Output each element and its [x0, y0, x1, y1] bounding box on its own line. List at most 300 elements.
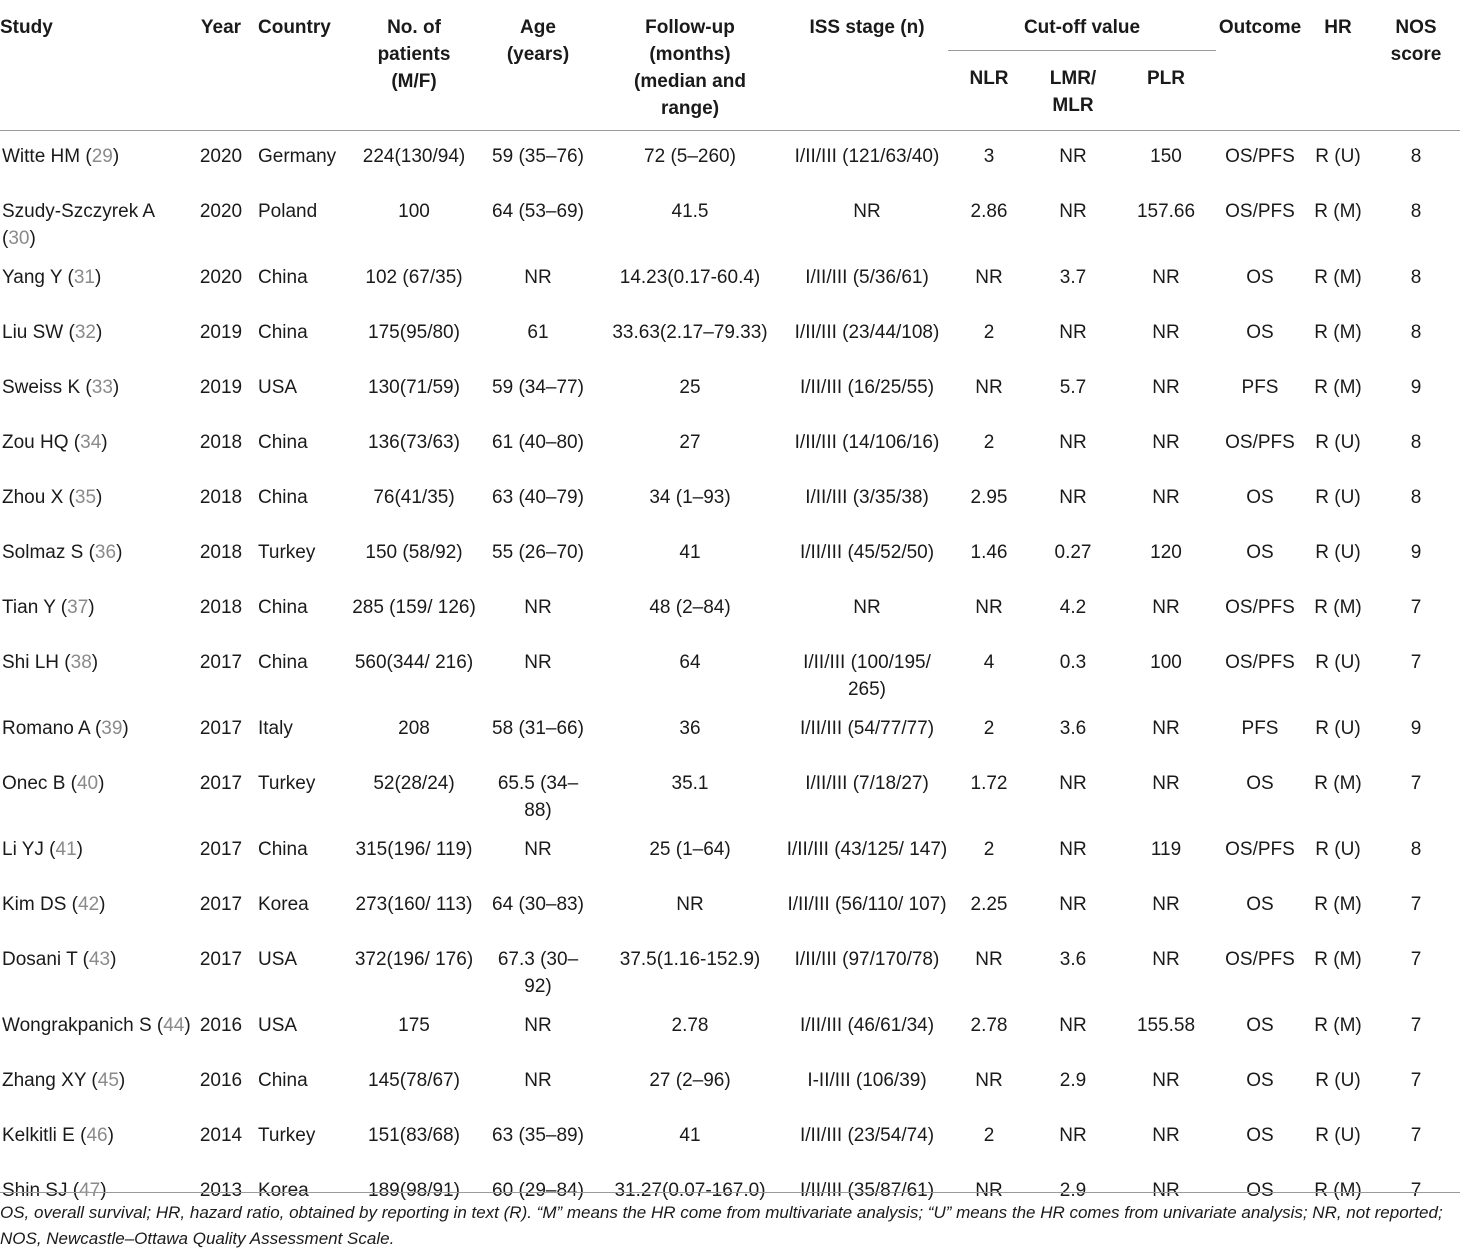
cell-lmr: 2.9 — [1059, 1179, 1087, 1201]
study-author: Zhou X — [2, 486, 64, 508]
study-author: Wongrakpanich S — [2, 1014, 152, 1036]
cell-followup: 64 — [679, 651, 701, 673]
cell-lmr: NR — [1059, 486, 1087, 508]
cell-outcome: OS/PFS — [1225, 948, 1295, 970]
cell-country: China — [258, 651, 308, 673]
cell-nlr: 2 — [983, 717, 995, 739]
cell-plr: NR — [1152, 1069, 1180, 1091]
cell-outcome: OS — [1246, 486, 1274, 508]
cell-age: NR — [524, 651, 552, 673]
cell-year: 2020 — [199, 266, 243, 288]
cell-outcome: OS — [1246, 1179, 1274, 1201]
header-plr: PLR — [1116, 51, 1216, 131]
cell-nlr: 2 — [983, 321, 995, 343]
cell-plr: 100 — [1150, 651, 1182, 673]
cell-lmr: NR — [1059, 431, 1087, 453]
table-row — [0, 1110, 1460, 1165]
cell-country: China — [258, 321, 308, 343]
reference-link[interactable]: 40 — [76, 772, 99, 794]
reference-link[interactable]: 32 — [74, 321, 96, 343]
cell-study: Zou HQ (34) — [2, 431, 108, 453]
cell-lmr: 3.6 — [1059, 948, 1087, 970]
cell-nos: 8 — [1410, 266, 1422, 288]
cell-nos: 7 — [1410, 1014, 1422, 1036]
reference-link[interactable]: 41 — [55, 838, 77, 860]
table-row — [0, 362, 1460, 417]
table-body — [0, 131, 1460, 1220]
cell-lmr: NR — [1059, 200, 1087, 222]
cell-outcome: OS/PFS — [1225, 596, 1295, 618]
cell-study: Dosani T (43) — [2, 948, 117, 970]
cell-followup: 41 — [679, 541, 701, 563]
cell-nlr: 2 — [983, 838, 995, 860]
cell-age: 65.5 (34– 88) — [497, 772, 579, 821]
cell-country: USA — [258, 948, 298, 970]
cell-nos: 7 — [1410, 772, 1422, 794]
cell-followup: 27 (2–96) — [649, 1069, 731, 1091]
cell-nos: 8 — [1410, 200, 1422, 222]
header-hr: HR — [1304, 0, 1372, 131]
cell-plr: NR — [1152, 486, 1180, 508]
reference-link[interactable]: 47 — [79, 1179, 101, 1201]
cell-iss: I/II/III (56/110/ 107) — [787, 893, 947, 915]
cell-year: 2016 — [199, 1014, 243, 1036]
cell-age: NR — [524, 838, 552, 860]
cell-year: 2017 — [199, 838, 243, 860]
cell-country: China — [258, 596, 308, 618]
cell-followup: 25 (1–64) — [649, 838, 731, 860]
cell-outcome: PFS — [1241, 717, 1279, 739]
table-row — [0, 879, 1460, 934]
cell-hr: R (U) — [1315, 1124, 1361, 1146]
cell-patients: 100 — [398, 200, 430, 222]
cell-nlr: 2 — [983, 1124, 995, 1146]
cell-nos: 7 — [1410, 1069, 1422, 1091]
cell-study: Szudy-Szczyrek A (30) — [2, 200, 155, 249]
cell-outcome: OS/PFS — [1225, 431, 1295, 453]
cell-country: China — [258, 266, 308, 288]
reference-link[interactable]: 39 — [101, 717, 123, 739]
cell-hr: R (M) — [1314, 772, 1362, 794]
cell-followup: 25 — [679, 376, 701, 398]
reference-link[interactable]: 34 — [80, 431, 102, 453]
cell-plr: NR — [1152, 893, 1180, 915]
cell-year: 2019 — [199, 376, 243, 398]
cell-age: 64 (30–83) — [492, 893, 584, 915]
cell-study: Yang Y (31) — [2, 266, 102, 288]
cell-lmr: NR — [1059, 772, 1087, 794]
cell-year: 2020 — [199, 200, 243, 222]
cell-age: 63 (35–89) — [492, 1124, 584, 1146]
cell-study: Tian Y (37) — [2, 596, 95, 618]
cell-nlr: 1.46 — [970, 541, 1008, 563]
table-row — [0, 934, 1460, 1000]
cell-plr: NR — [1152, 431, 1180, 453]
cell-study: Romano A (39) — [2, 717, 129, 739]
cell-hr: R (U) — [1315, 1069, 1361, 1091]
cell-nos: 8 — [1410, 146, 1422, 167]
cell-nos: 8 — [1410, 321, 1422, 343]
table-row — [0, 703, 1460, 758]
cell-nos: 8 — [1410, 838, 1422, 860]
cell-outcome: OS — [1246, 772, 1274, 794]
cell-patients: 52(28/24) — [373, 772, 455, 794]
table-row — [0, 582, 1460, 637]
study-author: Shi LH — [2, 651, 60, 673]
header-nos-score: NOS score — [1372, 0, 1460, 131]
cell-followup: 48 (2–84) — [649, 596, 731, 618]
cell-plr: NR — [1152, 596, 1180, 618]
cell-nlr: 2 — [983, 431, 995, 453]
cell-plr: NR — [1152, 376, 1180, 398]
cell-study: Solmaz S (36) — [2, 541, 123, 563]
cell-patients: 315(196/ 119) — [355, 838, 473, 860]
cell-outcome: OS/PFS — [1225, 146, 1295, 167]
cell-hr: R (U) — [1315, 651, 1361, 673]
cell-plr: 150 — [1150, 146, 1182, 167]
cell-iss: I/II/III (97/170/78) — [794, 948, 940, 970]
cell-hr: R (M) — [1314, 321, 1362, 343]
cell-age: 55 (26–70) — [492, 541, 584, 563]
cell-iss: I/II/III (5/36/61) — [805, 266, 929, 288]
cell-plr: NR — [1152, 1124, 1180, 1146]
cell-nos: 7 — [1410, 893, 1422, 915]
cell-outcome: OS — [1246, 1014, 1274, 1036]
cell-hr: R (M) — [1314, 893, 1362, 915]
header-nlr: NLR — [948, 51, 1030, 131]
reference-link[interactable]: 38 — [70, 651, 92, 673]
cell-lmr: NR — [1059, 1124, 1087, 1146]
cell-lmr: 2.9 — [1059, 1069, 1087, 1091]
cell-followup: 14.23(0.17-60.4) — [619, 266, 761, 288]
cell-hr: R (M) — [1314, 266, 1362, 288]
cell-followup: 2.78 — [671, 1014, 709, 1036]
cell-followup: 41 — [679, 1124, 701, 1146]
reference-link[interactable]: 33 — [91, 376, 113, 398]
study-author: Zou HQ — [2, 431, 69, 453]
cell-year: 2014 — [199, 1124, 243, 1146]
cell-nos: 9 — [1410, 376, 1422, 398]
cell-year: 2019 — [199, 321, 243, 343]
cell-study: Kelkitli E (46) — [2, 1124, 114, 1146]
table-row — [0, 417, 1460, 472]
cell-patients: 76(41/35) — [373, 486, 455, 508]
cell-followup: 33.63(2.17–79.33) — [612, 321, 768, 343]
cell-nos: 7 — [1410, 948, 1422, 970]
cell-year: 2018 — [199, 486, 243, 508]
cell-nos: 7 — [1410, 651, 1422, 673]
cell-age: NR — [524, 596, 552, 618]
study-author: Onec B — [2, 772, 66, 794]
cell-lmr: 3.7 — [1059, 266, 1087, 288]
reference-link[interactable]: 46 — [86, 1124, 108, 1146]
cell-study: Witte HM (29) — [2, 146, 120, 167]
study-author: Li YJ — [2, 838, 44, 860]
table-row — [0, 758, 1460, 824]
header-followup: Follow-up (months) (median and range) — [594, 0, 786, 131]
cell-country: Turkey — [258, 1124, 316, 1146]
cell-outcome: OS/PFS — [1225, 838, 1295, 860]
cell-year: 2017 — [199, 948, 243, 970]
cell-nos: 8 — [1410, 431, 1422, 453]
cell-year: 2017 — [199, 717, 243, 739]
cell-age: 59 (35–76) — [492, 146, 584, 167]
cell-nlr: 2.78 — [970, 1014, 1008, 1036]
table-row — [0, 252, 1460, 307]
cell-patients: 151(83/68) — [368, 1124, 460, 1146]
cell-study: Onec B (40) — [2, 772, 105, 794]
cell-plr: 120 — [1150, 541, 1182, 563]
cell-iss: I/II/III (3/35/38) — [805, 486, 929, 508]
cell-patients: 208 — [398, 717, 430, 739]
study-author: Solmaz S — [2, 541, 84, 563]
study-author: Kelkitli E — [2, 1124, 75, 1146]
cell-patients: 150 (58/92) — [365, 541, 463, 563]
study-author: Kim DS — [2, 893, 67, 915]
cell-hr: R (U) — [1315, 146, 1361, 167]
cell-outcome: OS/PFS — [1225, 200, 1295, 222]
cell-patients: 273(160/ 113) — [355, 893, 473, 915]
cell-lmr: 5.7 — [1059, 376, 1087, 398]
cell-followup: 41.5 — [671, 200, 709, 222]
cell-age: 63 (40–79) — [492, 486, 584, 508]
cell-outcome: OS — [1246, 321, 1274, 343]
cell-lmr: NR — [1059, 1014, 1087, 1036]
cell-iss: I-II/III (106/39) — [807, 1069, 927, 1091]
header-iss-stage: ISS stage (n) — [786, 0, 948, 131]
cell-year: 2017 — [199, 651, 243, 673]
cell-hr: R (U) — [1315, 838, 1361, 860]
study-author: Shin SJ — [2, 1179, 68, 1201]
cell-hr: R (M) — [1314, 596, 1362, 618]
cell-country: Italy — [258, 717, 293, 739]
reference-link[interactable]: 44 — [163, 1014, 185, 1036]
cell-lmr: NR — [1059, 321, 1087, 343]
cell-iss: I/II/III (23/54/74) — [799, 1124, 935, 1146]
cell-iss: I/II/III (121/63/40) — [794, 146, 940, 167]
table-header — [0, 0, 1460, 131]
cell-outcome: OS — [1246, 266, 1274, 288]
cell-hr: R (M) — [1314, 200, 1362, 222]
cell-lmr: 0.27 — [1054, 541, 1092, 563]
cell-patients: 102 (67/35) — [365, 266, 463, 288]
cell-followup: 31.27(0.07-167.0) — [614, 1179, 766, 1201]
cell-year: 2017 — [199, 893, 243, 915]
study-author: Zhang XY — [2, 1069, 87, 1091]
cell-iss: I/II/III (23/44/108) — [794, 321, 940, 343]
header-country: Country — [250, 0, 346, 131]
cell-nlr: NR — [975, 1069, 1003, 1091]
table-row — [0, 131, 1460, 186]
cell-plr: NR — [1152, 321, 1180, 343]
cell-country: Turkey — [258, 772, 316, 794]
cell-study: Wongrakpanich S (44) — [2, 1014, 191, 1036]
cell-study: Shin SJ (47) — [2, 1179, 107, 1201]
cell-followup: 34 (1–93) — [649, 486, 731, 508]
cell-country: Germany — [258, 146, 337, 167]
cell-nlr: NR — [975, 1179, 1003, 1201]
cell-country: USA — [258, 1014, 298, 1036]
cell-iss: I/II/III (16/25/55) — [799, 376, 935, 398]
table-row — [0, 472, 1460, 527]
cell-country: Korea — [258, 1179, 309, 1201]
cell-nos: 8 — [1410, 486, 1422, 508]
cell-followup: 27 — [679, 431, 701, 453]
cell-hr: R (M) — [1314, 1179, 1362, 1201]
study-author: Romano A — [2, 717, 90, 739]
cell-nlr: 2.25 — [970, 893, 1008, 915]
cell-patients: 136(73/63) — [368, 431, 460, 453]
cell-lmr: 4.2 — [1059, 596, 1087, 618]
cell-nlr: NR — [975, 948, 1003, 970]
study-author: Dosani T — [2, 948, 78, 970]
cell-outcome: OS — [1246, 541, 1274, 563]
cell-year: 2020 — [199, 146, 243, 167]
cell-patients: 189(98/91) — [368, 1179, 460, 1201]
cell-age: 59 (34–77) — [492, 376, 584, 398]
cell-country: Poland — [258, 200, 318, 222]
cell-nlr: NR — [975, 266, 1003, 288]
cell-iss: I/II/III (54/77/77) — [799, 717, 935, 739]
cell-country: USA — [258, 376, 298, 398]
cell-outcome: OS — [1246, 893, 1274, 915]
header-cutoff-value: Cut-off value — [948, 0, 1216, 51]
cell-followup: 36 — [679, 717, 701, 739]
reference-link[interactable]: 30 — [8, 227, 30, 249]
cell-nos: 7 — [1410, 1124, 1422, 1146]
table-row — [0, 307, 1460, 362]
cell-year: 2013 — [199, 1179, 243, 1201]
cell-hr: R (U) — [1315, 541, 1361, 563]
cell-hr: R (U) — [1315, 486, 1361, 508]
reference-link[interactable]: 45 — [97, 1069, 119, 1091]
table-row — [0, 527, 1460, 582]
cell-outcome: OS — [1246, 1124, 1274, 1146]
cell-lmr: NR — [1059, 893, 1087, 915]
cell-nlr: 3 — [983, 146, 995, 167]
cell-iss: I/II/III (7/18/27) — [805, 772, 929, 794]
study-author: Sweiss K — [2, 376, 81, 398]
cell-followup: 72 (5–260) — [644, 146, 736, 167]
cell-nos: 9 — [1410, 541, 1422, 563]
cell-hr: R (M) — [1314, 948, 1362, 970]
cell-age: 64 (53–69) — [492, 200, 584, 222]
cell-nlr: 2.95 — [970, 486, 1008, 508]
cell-plr: NR — [1152, 948, 1180, 970]
cell-patients: 224(130/94) — [362, 146, 466, 167]
cell-study: Sweiss K (33) — [2, 376, 120, 398]
cell-country: China — [258, 431, 308, 453]
cell-patients: 130(71/59) — [368, 376, 460, 398]
cell-iss: NR — [853, 200, 881, 222]
cell-iss: I/II/III (43/125/ 147) — [786, 838, 948, 860]
reference-link[interactable]: 31 — [73, 266, 95, 288]
cell-lmr: 0.3 — [1059, 651, 1087, 673]
cell-age: NR — [524, 1014, 552, 1036]
cell-country: China — [258, 486, 308, 508]
cell-country: Turkey — [258, 541, 316, 563]
cell-followup: 35.1 — [671, 772, 709, 794]
cell-plr: 155.58 — [1136, 1014, 1196, 1036]
cell-year: 2018 — [199, 431, 243, 453]
cell-age: 58 (31–66) — [492, 717, 584, 739]
reference-link[interactable]: 43 — [88, 948, 111, 970]
cell-year: 2018 — [199, 596, 243, 618]
cell-hr: R (U) — [1315, 717, 1361, 739]
cell-hr: R (U) — [1315, 431, 1361, 453]
cell-plr: NR — [1152, 1179, 1180, 1201]
cell-country: China — [258, 1069, 308, 1091]
header-lmr-mlr: LMR/ MLR — [1030, 51, 1116, 131]
header-year: Year — [192, 0, 250, 131]
cell-nlr: 2.86 — [970, 200, 1008, 222]
cell-study: Zhang XY (45) — [2, 1069, 126, 1091]
table-row — [0, 824, 1460, 879]
study-author: Yang Y — [2, 266, 63, 288]
cell-age: 61 — [527, 321, 549, 343]
cell-plr: 119 — [1150, 838, 1182, 860]
cell-study: Kim DS (42) — [2, 893, 106, 915]
table-footnote: OS, overall survival; HR, hazard ratio, obtained by reporting in text (R). “M” means the HR come from multivariate analysis; “U” means the HR comes from univariate analysis; NR, not reported; NOS, Newcastle–Ottawa Quality Assessment Scale. — [0, 1192, 1460, 1252]
cell-age: 60 (29–84) — [492, 1179, 584, 1201]
cell-nlr: 4 — [983, 651, 995, 673]
cell-nos: 9 — [1410, 717, 1422, 739]
reference-link[interactable]: 37 — [67, 596, 89, 618]
cell-iss: I/II/III (45/52/50) — [799, 541, 935, 563]
header-study: Study — [0, 0, 192, 131]
cell-iss: NR — [853, 596, 881, 618]
reference-link[interactable]: 36 — [94, 541, 117, 563]
reference-link[interactable]: 35 — [74, 486, 97, 508]
cell-age: 67.3 (30– 92) — [497, 948, 579, 997]
cell-iss: I/II/III (46/61/34) — [799, 1014, 935, 1036]
study-author: Tian Y — [2, 596, 56, 618]
header-age: Age (years) — [482, 0, 594, 131]
cell-country: China — [258, 838, 308, 860]
cell-age: NR — [524, 1069, 552, 1091]
cell-patients: 285 (159/ 126) — [352, 596, 476, 618]
cell-year: 2016 — [199, 1069, 243, 1091]
table-row — [0, 1000, 1460, 1055]
cell-lmr: 3.6 — [1059, 717, 1087, 739]
cell-age: NR — [524, 266, 552, 288]
cell-hr: R (M) — [1314, 1014, 1362, 1036]
cell-nlr: NR — [975, 596, 1003, 618]
cell-lmr: NR — [1059, 838, 1087, 860]
cell-hr: R (M) — [1314, 376, 1362, 398]
cell-patients: 175 — [398, 1014, 430, 1036]
study-author: Liu SW — [2, 321, 64, 343]
reference-link[interactable]: 42 — [78, 893, 100, 915]
table-row — [0, 186, 1460, 252]
cell-plr: NR — [1152, 266, 1180, 288]
cell-nlr: NR — [975, 376, 1003, 398]
cell-followup: 37.5(1.16-152.9) — [619, 948, 761, 970]
cell-patients: 175(95/80) — [368, 321, 460, 343]
cell-outcome: OS/PFS — [1225, 651, 1295, 673]
cell-iss: I/II/III (100/195/ 265) — [803, 651, 931, 700]
cell-study: Li YJ (41) — [2, 838, 83, 860]
cell-iss: I/II/III (14/106/16) — [794, 431, 940, 453]
cell-patients: 145(78/67) — [368, 1069, 460, 1091]
reference-link[interactable]: 29 — [91, 146, 113, 167]
study-author: Szudy-Szczyrek A — [2, 200, 155, 222]
table-row — [0, 1055, 1460, 1110]
cell-followup: NR — [676, 893, 704, 915]
cell-plr: 157.66 — [1136, 200, 1196, 222]
header-patients: No. of patients (M/F) — [346, 0, 482, 131]
cell-patients: 372(196/ 176) — [354, 948, 474, 970]
